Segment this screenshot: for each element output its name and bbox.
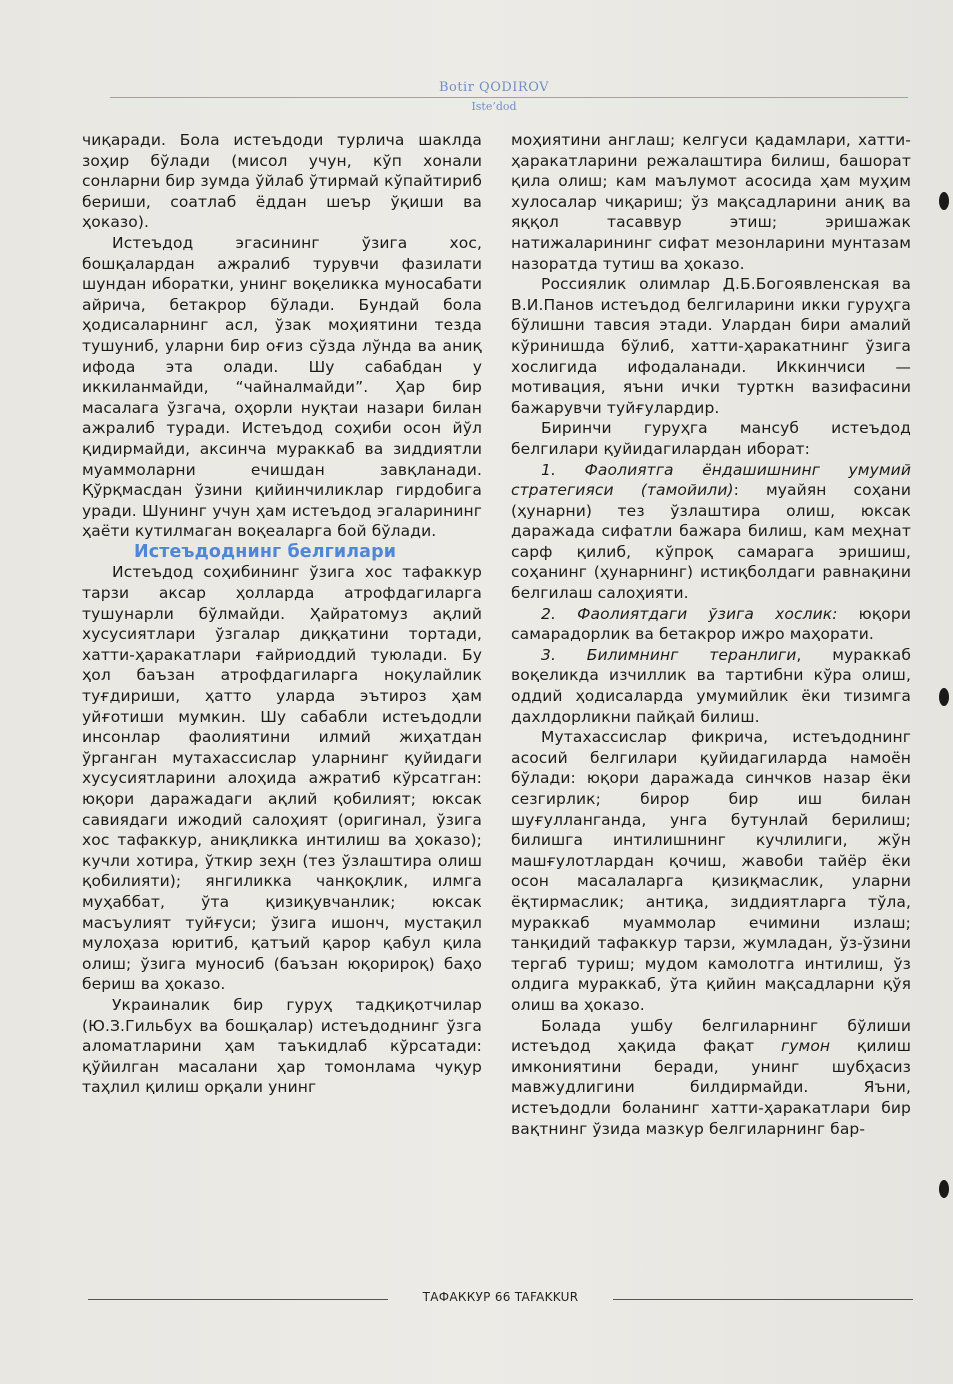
paragraph <box>511 1016 911 1140</box>
list-item-2 <box>511 604 911 645</box>
paragraph: моҳиятини англаш; келгуси қадамлари, хатти-ҳаракатларини режалаштира билиш, башорат қила олиш; кам маълумот асосида ҳам муҳим хулосалар чиқариш; ўз мақсадларини аниқ ва яққол тасаввур этиш; эришажак натижаларининг сифат мезонларини мунтазам назоратда тутиш ва ҳоказо. <box>511 131 911 273</box>
binder-hole-icon <box>939 1180 949 1198</box>
list-item-label: 3. Билимнинг теранлиги <box>541 645 797 664</box>
paragraph: чиқаради. Бола истеъдоди турлича шаклда зоҳир бўлади (мисол учун, кўп хонали сонларни бир зумда ўйлаб ўтирмай кўпайтириб бериши, соатлаб ёддан шеър ўқиши ва ҳоказо). <box>82 131 482 232</box>
page-footer <box>88 1290 913 1310</box>
list-item-text: юқори самарадорлик ва бетакрор ижро маҳорати. <box>511 604 911 644</box>
list-item-label: 2. Фаолиятдаги ўзига хослик: <box>541 604 838 623</box>
list-item-text: : муайян соҳани (ҳунарни) тез ўзлаштира олиш, юксак даражада сифатли бажара билиш, кам меҳнат сарф қилиб, кўпроқ самарага эришиш, соҳанинг (ҳунарнинг) истиқболдаги равнақини белгилаш салоҳияти. <box>511 481 911 603</box>
paragraph: Биринчи гуруҳга мансуб истеъдод белгилари қуйидагилардан иборат: <box>511 419 911 458</box>
list-item-3 <box>511 645 911 727</box>
running-header <box>80 80 908 120</box>
footer-rule-right <box>613 1299 913 1300</box>
list-item-text: , мураккаб воқеликда изчиллик ва тартибни кўра олиш, оддий ҳодисаларда умумийлик ёки тизимга дахлдорликни пайқай билиш. <box>511 645 911 726</box>
header-rule <box>110 97 908 98</box>
section-heading: Истеъдоднинг белгилари <box>134 541 397 562</box>
left-column <box>82 130 482 1098</box>
footer-page-number: ТАФАККУР 66 TAFAKKUR <box>422 1290 579 1304</box>
binder-hole-icon <box>939 192 949 210</box>
binder-hole-icon <box>939 688 949 706</box>
list-item-1 <box>511 460 911 604</box>
paragraph: Истеъдод соҳибининг ўзига хос тафаккур тарзи аксар ҳолларда атрофдагиларга тушунарли бўлмайди. Ҳайратомуз ақлий хусусиятлари ўзгалар диққатини тортади, хатти-ҳаракатлари ғайриоддий туюлади. Бу ҳол баъзан атрофдагиларга ноқулайлик туғдириши, ҳатто уларда эътироз ҳам уйғотиши мумкин. Шу сабабли истеъдодли инсонлар фаолиятини илмий жиҳатдан ўрганган мутахассислар уларнинг қуйидаги хусусиятларини алоҳида ажратиб кўрсатган: юқори даражадаги ақлий қобилият; юксак савиядаги ижодий салоҳият (оригинал, ўзига хос тафаккур, аниқликка интилиш ва ҳоказо); кучли хотира, ўткир зеҳн (тез ўзлаштира олиш қобилияти); янгиликка чанқоқлик, илмга муҳаббат, ўта қизиқувчанлик; юксак масъулият туйғуси; ўзига ишонч, мустақил мулоҳаза юритиб, қатъий қарор қабул қила олиш; ўзига муносиб (баъзан юқорироқ) баҳо бериш ва ҳоказо. <box>82 563 482 994</box>
paragraph: Украиналик бир гуруҳ тадқиқотчилар (Ю.З.Гильбух ва бошқалар) истеъдоднинг ўзга аломатларини ҳам таъкидлаб кўрсатади: қўйилган масалани ҳар томонлама чуқур таҳлил қилиш орқали унинг <box>82 995 482 1097</box>
paragraph: Мутахассислар фикрича, истеъдоднинг асосий белгилари қуйидагиларда намоён бўлади: юқори даражада синчков назар ёки сезгирлик; бирор бир иш билан шуғулланганда, унга бутунлай берилиш; билишга интилишнинг кучлилиги, жўн машғулотлардан қочиш, жавоби тайёр ёки осон масалаларга қизиқмаслик, уларни ёқтирмаслик; антиқа, зиддиятларга тўла, мураккаб муаммолар ечимини излаш; танқидий тафаккур тарзи, жумладан, ўз-ўзини тергаб туриш; мудом камолотга интилиш, ўз олдига мураккаб, ўта қийин мақсадларни қўя олиш ва ҳоказо. <box>511 728 911 1014</box>
section-name: Iste’dod <box>471 100 517 113</box>
paragraph: Истеъдод эгасининг ўзига хос, бошқалардан ажралиб турувчи фазилати шундан иборатки, унинг воқеликка муносабати айрича, бетакрор бўлади. Бундай бола ҳодисаларнинг асл, ўзак моҳиятини тезда тушуниб, уларни бир оғиз сўзда лўнда ва аниқ ифода эта олади. Шу сабабдан у иккиланмайди, “чайналмайди”. Ҳар бир масалага ўзгача, оҳорли нуқтаи назари билан ажралиб туради. Истеъдод соҳиби осон йўл қидирмайди, аксинча мураккаб ва зиддиятли муаммоларни ечишдан завқланади. Қўрқмасдан ўзини қийинчиликлар гирдобига уради. Шунинг учун ҳам истеъдод эгаларининг ҳаёти кутилмаган воқеаларга бой бўлади. <box>82 233 482 541</box>
text-run: Болада ушбу белгиларнинг бўлиши истеъдод ҳақида фақат <box>511 1016 911 1056</box>
author-name: Botir QODIROV <box>438 80 550 95</box>
emphasis: гумон <box>781 1037 831 1056</box>
list-item-label: 1. Фаолиятга ёндашишнинг умумий стратегияси (тамойили) <box>511 460 911 500</box>
text-run: қилиш имкониятини беради, унинг шубҳасиз мавжудлигини билдирмайди. Яъни, истеъдодли боланинг хатти-ҳаракатлари бир вақтнинг ўзида мазкур белгиларнинг бар- <box>511 1037 911 1138</box>
paragraph: Россиялик олимлар Д.Б.Богоявленская ва В.И.Панов истеъдод белгиларини икки гуруҳга бўлишни тавсия этади. Улардан бири амалий кўринишда бўлиб, хатти-ҳаракатнинг ўзига хослигида ифодаланади. Иккинчиси — мотивация, яъни ички турткн вазифасини бажарувчи туйғулардир. <box>511 275 911 417</box>
right-column <box>511 130 911 1139</box>
